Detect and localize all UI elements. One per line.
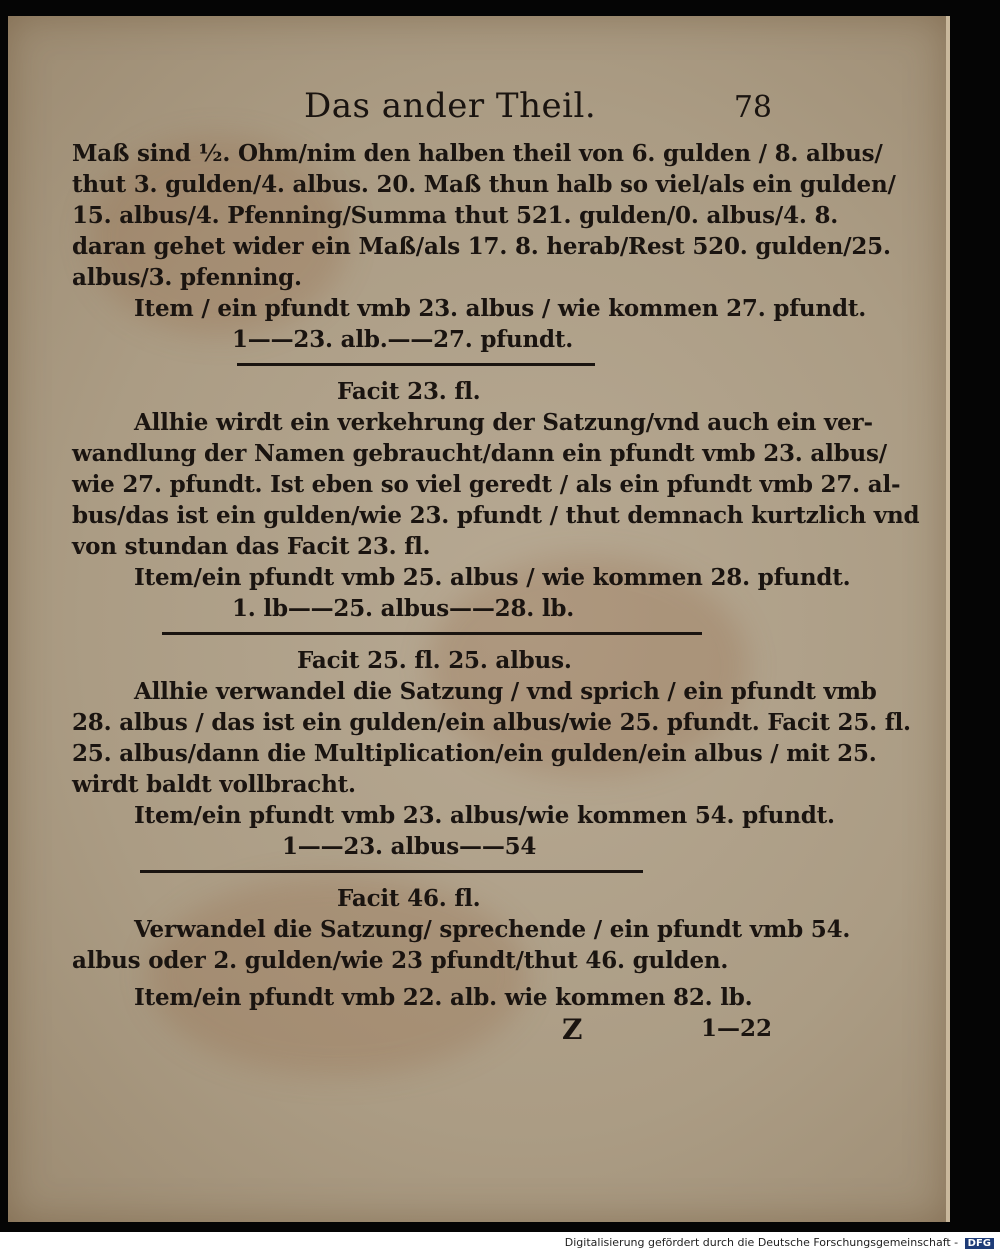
text-line: Verwandel die Satzung/ sprechende / ein pfundt vmb 54. bbox=[134, 916, 851, 943]
example-question: Item/ein pfundt vmb 22. alb. wie kommen 82. lb. bbox=[134, 984, 753, 1011]
text-line: Allhie wirdt ein verkehrung der Satzung/vnd auch ein ver- bbox=[134, 409, 873, 436]
text-line: von stundan das Facit 23. fl. bbox=[72, 533, 431, 560]
example-question: Item/ein pfundt vmb 25. albus / wie kommen 28. pfundt. bbox=[134, 564, 851, 591]
text-line: bus/das ist ein gulden/wie 23. pfundt / thut demnach kurtzlich vnd bbox=[72, 502, 920, 529]
text-line: daran gehet wider ein Maß/als 17. 8. herab/Rest 520. gulden/25. bbox=[72, 233, 891, 260]
page-number: 78 bbox=[733, 90, 772, 125]
horizontal-rule bbox=[140, 870, 643, 873]
text-line: wandlung der Namen gebraucht/dann ein pfundt vmb 23. albus/ bbox=[72, 440, 888, 467]
signature-mark: Z bbox=[562, 1013, 583, 1046]
example-facit: Facit 46. fl. bbox=[337, 885, 481, 912]
text-line: 28. albus / das ist ein gulden/ein albus/wie 25. pfundt. Facit 25. fl. bbox=[72, 709, 911, 736]
text-line: Maß sind ½. Ohm/nim den halben theil von 6. gulden / 8. albus/ bbox=[72, 140, 883, 167]
text-line: albus oder 2. gulden/wie 23 pfundt/thut 46. gulden. bbox=[72, 947, 729, 974]
catchword: 1—22 bbox=[700, 1015, 772, 1042]
horizontal-rule bbox=[237, 363, 595, 366]
funding-credit bbox=[565, 1236, 994, 1249]
horizontal-rule bbox=[162, 632, 702, 635]
text-line: thut 3. gulden/4. albus. 20. Maß thun halb so viel/als ein gulden/ bbox=[72, 171, 896, 198]
book-page bbox=[8, 16, 950, 1222]
text-line: 25. albus/dann die Multiplication/ein gulden/ein albus / mit 25. bbox=[72, 740, 877, 767]
text-line: wirdt baldt vollbracht. bbox=[72, 771, 356, 798]
dfg-logo[interactable]: DFG bbox=[965, 1238, 994, 1249]
example-formula: 1. lb——25. albus——28. lb. bbox=[232, 595, 575, 622]
example-question: Item / ein pfundt vmb 23. albus / wie kommen 27. pfundt. bbox=[134, 295, 867, 322]
text-line: 15. albus/4. Pfenning/Summa thut 521. gulden/0. albus/4. 8. bbox=[72, 202, 839, 229]
page-text bbox=[72, 86, 920, 1049]
example-facit: Facit 25. fl. 25. albus. bbox=[297, 647, 572, 674]
example-question: Item/ein pfundt vmb 23. albus/wie kommen 54. pfundt. bbox=[134, 802, 835, 829]
example-formula: 1——23. albus——54 bbox=[282, 833, 537, 860]
text-line: Allhie verwandel die Satzung / vnd sprich / ein pfundt vmb bbox=[134, 678, 877, 705]
text-line: albus/3. pfenning. bbox=[72, 264, 302, 291]
funding-credit-text: Digitalisierung gefördert durch die Deutsche Forschungsgemeinschaft - bbox=[564, 1236, 959, 1249]
running-head bbox=[72, 86, 772, 138]
example-formula: 1——23. alb.——27. pfundt. bbox=[232, 326, 574, 353]
example-facit: Facit 23. fl. bbox=[337, 378, 481, 405]
page-foot bbox=[72, 1013, 772, 1049]
text-line: wie 27. pfundt. Ist eben so viel geredt / als ein pfundt vmb 27. al- bbox=[72, 471, 901, 498]
running-title: Das ander Theil. bbox=[304, 86, 597, 126]
footer-bar bbox=[0, 1232, 1000, 1255]
